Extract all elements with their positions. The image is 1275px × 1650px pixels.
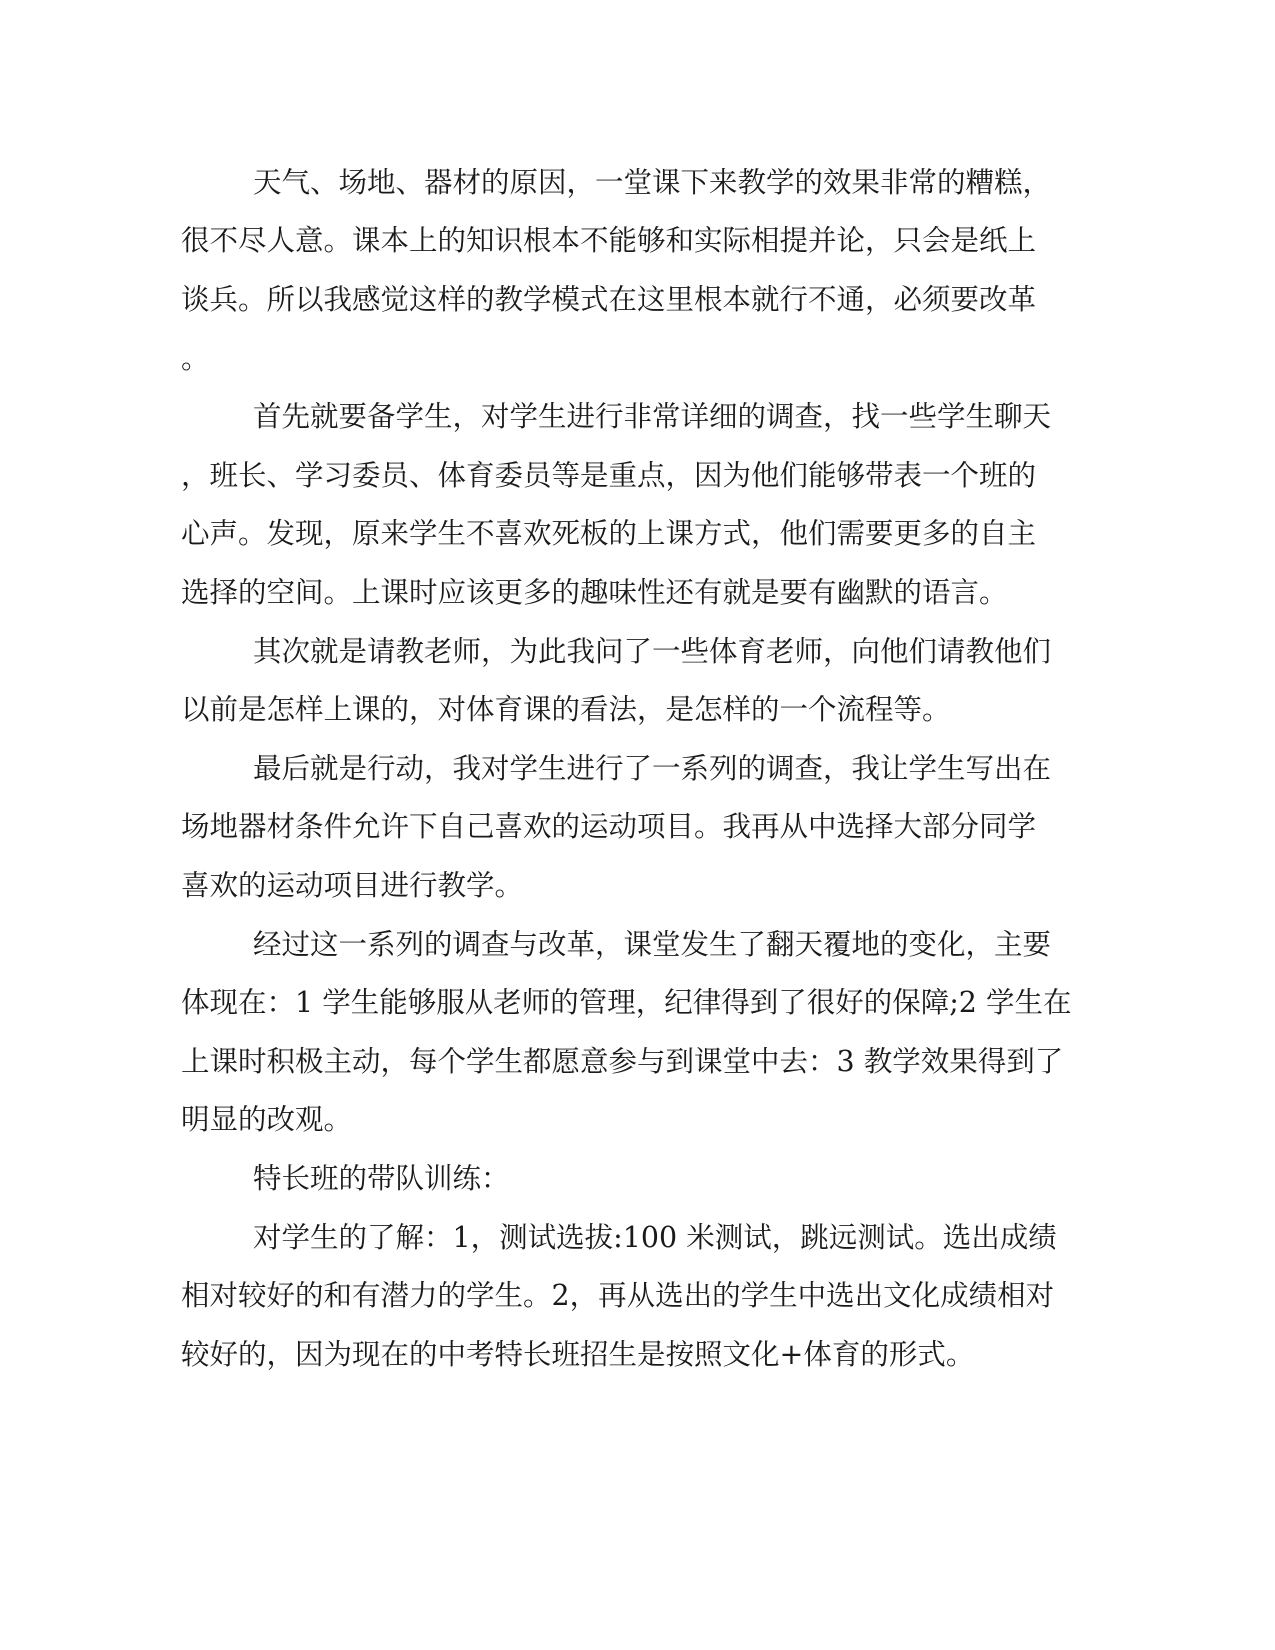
text-line: 谈兵。所以我感觉这样的教学模式在这里根本就行不通，必须要改革 [181, 283, 1037, 316]
text-line: 天气、场地、器材的原因，一堂课下来教学的效果非常的糟糕， [253, 166, 1052, 199]
text-line: 心声。发现，原来学生不喜欢死板的上课方式，他们需要更多的自主 [181, 517, 1037, 550]
text-line: 选择的空间。上课时应该更多的趣味性还有就是要有幽默的语言。 [181, 576, 1008, 609]
text-line: 体现在：1 学生能够服从老师的管理，纪律得到了很好的保障;2 学生在 [181, 986, 1072, 1019]
text-line: 其次就是请教老师，为此我问了一些体育老师，向他们请教他们 [253, 635, 1052, 668]
text-line: 较好的，因为现在的中考特长班招生是按照文化+体育的形式。 [181, 1338, 975, 1371]
text-line: 最后就是行动，我对学生进行了一系列的调查，我让学生写出在 [253, 752, 1052, 785]
text-line: 相对较好的和有潜力的学生。2，再从选出的学生中选出文化成绩相对 [181, 1279, 1055, 1312]
text-line: 。 [181, 342, 210, 375]
text-line: 首先就要备学生，对学生进行非常详细的调查，找一些学生聊天 [253, 400, 1052, 433]
text-line: 喜欢的运动项目进行教学。 [181, 869, 524, 902]
text-line: 上课时积极主动，每个学生都愿意参与到课堂中去：3 教学效果得到了 [181, 1045, 1064, 1078]
text-line: 对学生的了解：1，测试选拔:100 米测试，跳远测试。选出成绩 [253, 1221, 1057, 1254]
text-line: 以前是怎样上课的，对体育课的看法，是怎样的一个流程等。 [181, 693, 951, 726]
text-line: 经过这一系列的调查与改革，课堂发生了翻天覆地的变化，主要 [253, 928, 1052, 961]
text-line: ，班长、学习委员、体育委员等是重点，因为他们能够带表一个班的 [181, 459, 1037, 492]
section-heading: 特长班的带队训练： [253, 1162, 510, 1195]
text-line: 场地器材条件允许下自己喜欢的运动项目。我再从中选择大部分同学 [181, 810, 1037, 843]
text-line: 明显的改观。 [181, 1103, 353, 1136]
text-line: 很不尽人意。课本上的知识根本不能够和实际相提并论，只会是纸上 [181, 224, 1037, 257]
